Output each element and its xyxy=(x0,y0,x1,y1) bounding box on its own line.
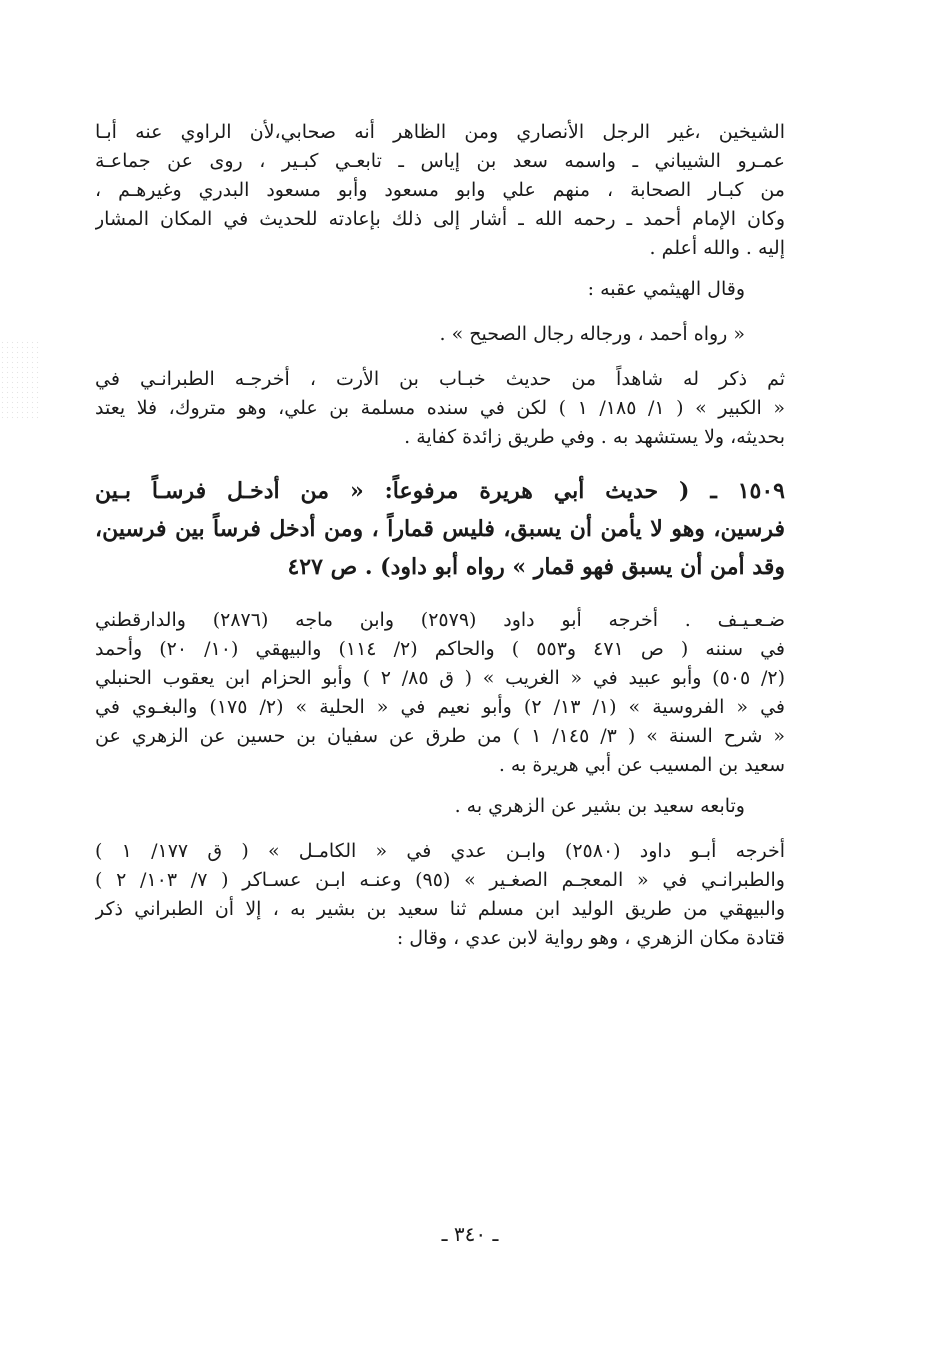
paragraph-mutaba xyxy=(95,792,785,821)
text-line: سعيد بن المسيب عن أبي هريرة به . xyxy=(498,754,785,776)
text-line: الشيخين ،غير الرجل الأنصاري ومن الظاهر أنه صحابي،لأن الراوي عنه أبـا xyxy=(95,121,785,143)
page-body xyxy=(95,118,785,953)
text-line: وقال الهيثمي عقبه : xyxy=(587,278,745,300)
text-line: وتابعه سعيد بن بشير عن الزهري به . xyxy=(454,795,745,817)
text-line: « الكبير » ( ١/ ١٨٥/ ١ ) لكن في سنده مسلمة بن علي، وهو متروك، فلا يعتد xyxy=(95,397,785,419)
page-number: ـ ٣٤٠ ـ xyxy=(441,1222,499,1246)
paragraph-takhrij xyxy=(95,606,785,780)
paragraph-haythami xyxy=(95,275,785,304)
text-line: من كبـار الصحابة ، منهم علي وابو مسعود وأبو مسعود البدري وغيرهـم ، xyxy=(95,179,785,201)
text-line: « شرح السنة » ( ٣/ ١٤٥/ ١ ) من طرق عن سفيان بن حسين عن الزهري عن xyxy=(95,725,785,747)
scan-speckle xyxy=(0,340,40,420)
text-line: وكان الإمام أحمد ـ رحمه الله ـ أشار إلى ذلك بإعادته للحديث في المكان المشار xyxy=(95,208,785,230)
text-line: بحديثه، ولا يستشهد به . وفي طريق زائدة كفاية . xyxy=(404,426,785,448)
paragraph-sahabi-note xyxy=(95,118,785,263)
paragraph-shahid xyxy=(95,365,785,452)
paragraph-quote xyxy=(95,320,785,349)
text-line: « رواه أحمد ، ورجاله رجال الصحيح » . xyxy=(439,323,745,345)
text-line: ثم ذكر له شاهداً من حديث خبـاب بن الأرت ، أخرجـه الطبرانـي في xyxy=(95,368,785,390)
text-line: أخرجه أبـو داود (٢٥٨٠) وابـن عدي في « الكامـل » ( ق ١٧٧/ ١ ) xyxy=(95,840,785,862)
paragraph-akhrajahu xyxy=(95,837,785,953)
text-line: في سننه ( ص ٤٧١ و٥٥٣ ) والحاكم (٢/ ١١٤) والبيهقي (١٠/ ٢٠) وأحمد xyxy=(95,638,785,660)
hadith-line: فرسين، وهو لا يأمن أن يسبق، فليس قماراً ، ومن أدخل فرساً بين فرسين، xyxy=(95,516,785,542)
text-line: في « الفروسية » (١/ ١٣/ ٢) وأبو نعيم في « الحلية » (٢/ ١٧٥) والبغـوي في xyxy=(95,696,785,718)
hadith-line: ١٥٠٩ ـ ( حديث أبي هريرة مرفوعاً: « من أدخـل فرسـاً بـين xyxy=(95,478,785,504)
text-line: قتادة مكان الزهري ، وهو رواية لابن عدي ، وقال : xyxy=(396,927,785,949)
text-line: (٢/ ٥٠٥) وأبو عبيد في « الغريب » ( ق ٨٥/ ٢ ) وأبو الحزام ابن يعقوب الحنبلي xyxy=(95,667,785,689)
text-line: عمـرو الشيباني ـ واسمه سعد بن إياس ـ تابعـي كبـير ، روى عن جماعـة xyxy=(95,150,785,172)
text-line: والبيهقي من طريق الوليد ابن مسلم ثنا سعيد بن بشير به ، إلا أن الطبراني ذكر xyxy=(95,898,785,920)
text-line: والطبرانـي في « المعجـم الصغـير » (٩٥) وعنـه ابـن عسـاكر ( ٧/ ١٠٣/ ٢ ) xyxy=(95,869,785,891)
hadith-1509 xyxy=(95,472,785,586)
text-line: إليه . والله أعلم . xyxy=(649,237,785,259)
hadith-line: وقد أمن أن يسبق فهو قمار » رواه أبو داود) . ص ٤٢٧ xyxy=(287,554,785,580)
text-line: ضـعـيـف . أخرجه أبو داود (٢٥٧٩) وابن ماجه (٢٨٧٦) والدارقطني xyxy=(95,609,785,631)
